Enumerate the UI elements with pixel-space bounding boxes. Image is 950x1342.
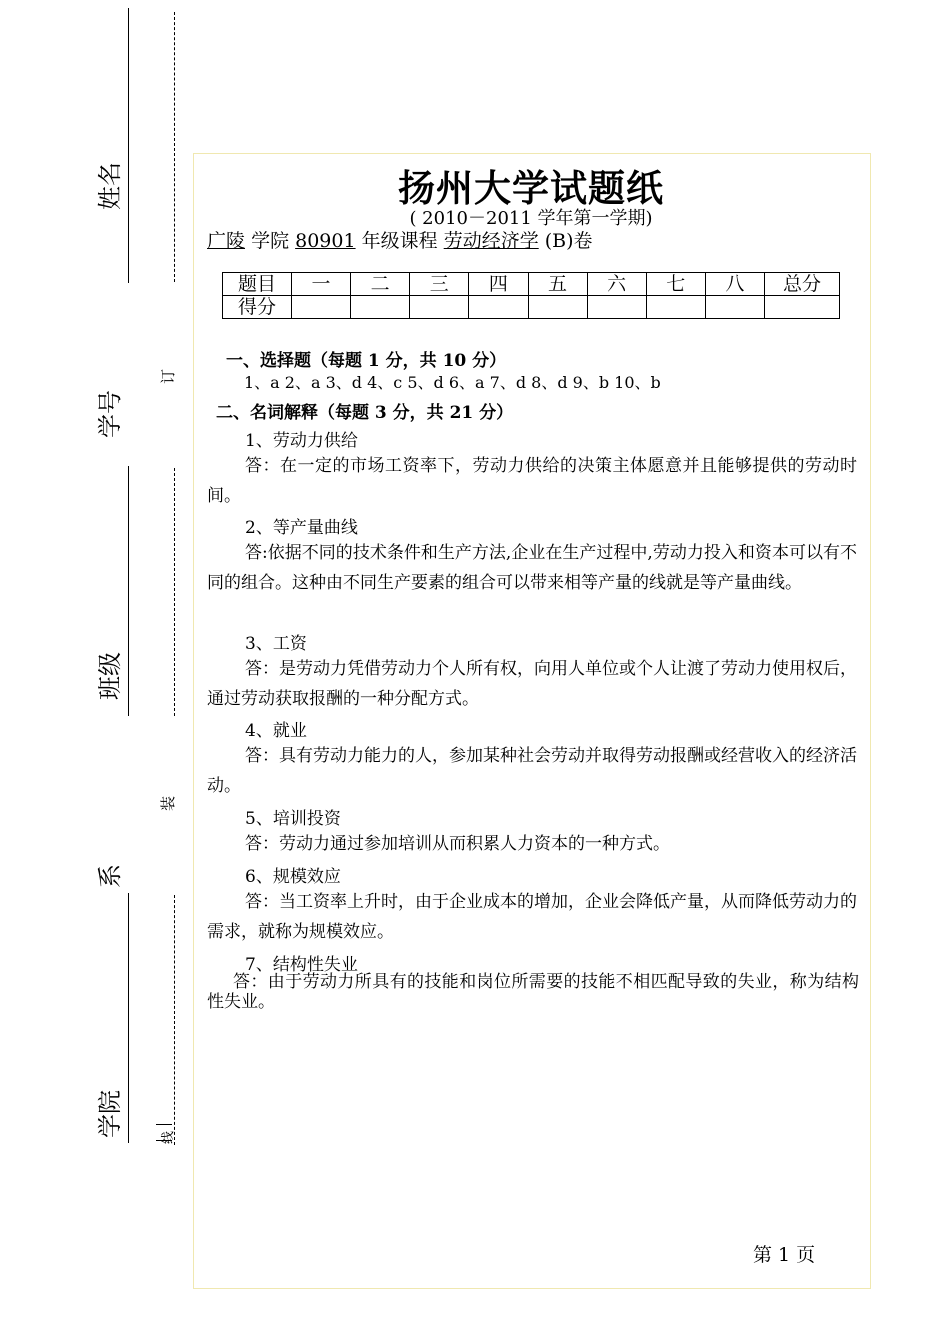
college-text: 学院 xyxy=(251,230,290,252)
section1-answers: 1、a 2、a 3、d 4、c 5、d 6、a 7、d 8、d 9、b 10、b xyxy=(244,373,661,392)
student-id-label: 学号 xyxy=(96,390,124,438)
exam-title: 扬州大学试题纸 xyxy=(398,166,664,210)
term-6: 6、规模效应 xyxy=(245,867,341,887)
answer-7: 答：由于劳动力所具有的技能和岗位所需要的技能不相匹配导致的失业，称为结构性失业。 xyxy=(207,972,859,1012)
term-4: 4、就业 xyxy=(245,721,307,741)
table-cell: 得分 xyxy=(223,296,292,319)
score-table-score-row xyxy=(223,296,840,319)
table-cell: 总分 xyxy=(765,273,840,296)
bind-char-xian: 线 xyxy=(161,1130,177,1145)
table-cell: 一 xyxy=(292,273,351,296)
course-line xyxy=(207,226,593,253)
course-value: 劳动经济学 xyxy=(443,230,539,252)
term-1: 1、劳动力供给 xyxy=(245,431,358,451)
grade-value: 80901 xyxy=(295,230,356,252)
term-2: 2、等产量曲线 xyxy=(245,518,358,538)
bind-char-zhuang: 装 xyxy=(159,795,178,812)
margin-tick xyxy=(156,1124,172,1125)
score-cell[interactable] xyxy=(528,296,587,319)
name-label: 姓名 xyxy=(96,162,124,210)
page-number: 第 1 页 xyxy=(753,1244,816,1266)
college-label: 学院 xyxy=(96,1090,124,1138)
grade-text: 年级课程 xyxy=(361,230,438,252)
table-cell: 五 xyxy=(528,273,587,296)
table-cell: 三 xyxy=(410,273,469,296)
margin-tick xyxy=(156,1140,172,1141)
section2-heading: 二、名词解释（每题 3 分，共 21 分） xyxy=(216,403,514,423)
name-line xyxy=(128,8,129,283)
score-table-header-row xyxy=(223,273,840,296)
answer-6: 答：当工资率上升时，由于企业成本的增加，企业会降低产量，从而降低劳动力的需求，就称为规模效应。 xyxy=(207,892,857,942)
score-cell[interactable] xyxy=(646,296,705,319)
bind-char-ding: 订 xyxy=(159,368,178,385)
table-cell: 六 xyxy=(587,273,646,296)
answer-3: 答：是劳动力凭借劳动力个人所有权，向用人单位或个人让渡了劳动力使用权后，通过劳动获取报酬的一种分配方式。 xyxy=(207,659,857,709)
score-cell[interactable] xyxy=(587,296,646,319)
college-value: 广陵 xyxy=(207,230,246,252)
term-7: 7、结构性失业 xyxy=(245,955,358,975)
term-3: 3、工资 xyxy=(245,634,307,654)
department-label: 系 xyxy=(96,864,124,888)
score-cell[interactable] xyxy=(469,296,528,319)
dash-line-top xyxy=(174,12,175,282)
score-cell[interactable] xyxy=(292,296,351,319)
score-table xyxy=(222,272,840,319)
table-cell: 题目 xyxy=(223,273,292,296)
score-cell[interactable] xyxy=(410,296,469,319)
class-label: 班级 xyxy=(96,652,124,700)
section1-heading: 一、选择题（每题 1 分，共 10 分） xyxy=(226,351,507,371)
dash-line-middle xyxy=(174,468,175,716)
table-cell: 八 xyxy=(705,273,764,296)
exam-subtitle: ( 2010－2011 学年第一学期) xyxy=(409,208,653,229)
score-cell[interactable] xyxy=(705,296,764,319)
answer-1: 答：在一定的市场工资率下，劳动力供给的决策主体愿意并且能够提供的劳动时间。 xyxy=(207,456,857,506)
answer-2: 答:依据不同的技术条件和生产方法,企业在生产过程中,劳动力投入和资本可以有不同的组合。这种由不同生产要素的组合可以带来相等产量的线就是等产量曲线。 xyxy=(207,543,857,593)
dash-line-bottom xyxy=(174,895,175,1145)
paper-label: (B)卷 xyxy=(544,230,593,252)
score-cell[interactable] xyxy=(351,296,410,319)
answer-4: 答：具有劳动力能力的人，参加某种社会劳动并取得劳动报酬或经营收入的经济活动。 xyxy=(207,746,857,796)
table-cell: 七 xyxy=(646,273,705,296)
table-cell: 四 xyxy=(469,273,528,296)
term-5: 5、培训投资 xyxy=(245,809,341,829)
score-cell[interactable] xyxy=(765,296,840,319)
table-cell: 二 xyxy=(351,273,410,296)
answer-5: 答：劳动力通过参加培训从而积累人力资本的一种方式。 xyxy=(245,834,670,854)
